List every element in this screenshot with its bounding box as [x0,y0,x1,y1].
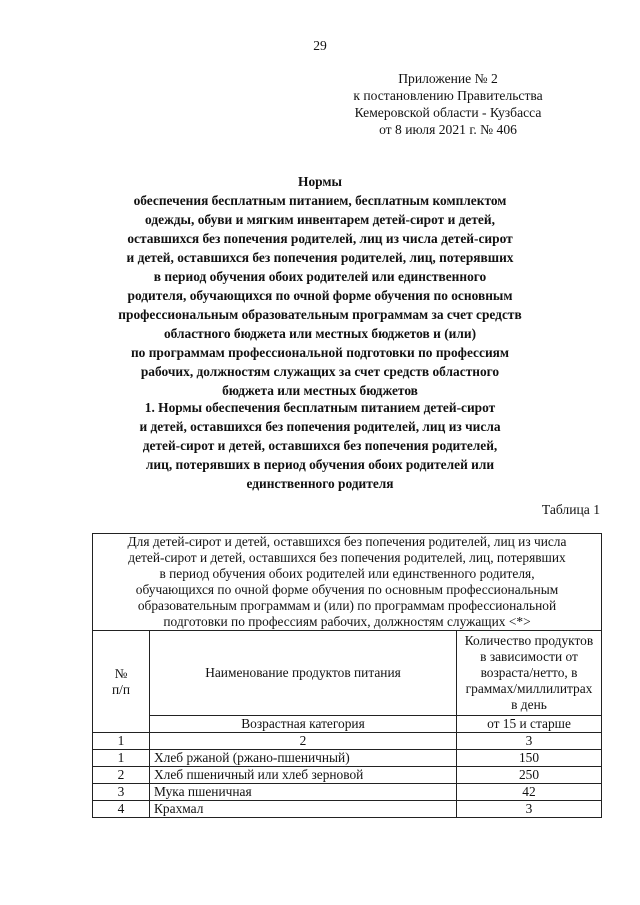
table-header-row [93,631,602,716]
title-line: оставшихся без попечения родителей, лиц из числа детей-сирот [127,231,513,246]
table-intro-row [93,534,602,631]
title-line: по программам профессиональной подготовки по профессиям [130,345,510,360]
column-number: 1 [93,733,150,750]
title-line: бюджета или местных бюджетов [222,383,418,398]
header-num-cell [93,631,150,733]
document-title [70,172,570,400]
header-qty-line: возраста/нетто, в [480,665,578,680]
section-line: и детей, оставшихся без попечения родителей, лиц из числа [139,419,501,434]
product-name: Хлеб ржаной (ржано-пшеничный) [150,750,457,767]
intro-line: образовательным программам и (или) по программам профессиональной [137,598,557,613]
intro-line: детей-сирот и детей, оставшихся без попечения родителей, лиц, потерявших [128,550,566,565]
header-num-line: п/п [111,681,131,697]
table-row [93,750,602,767]
row-number: 3 [93,784,150,801]
product-quantity: 3 [457,801,602,818]
header-qty-line: в день [511,697,547,712]
product-quantity: 250 [457,767,602,784]
title-line: в период обучения обоих родителей или единственного [153,269,487,284]
row-number: 4 [93,801,150,818]
age-category-value: от 15 и старше [457,716,602,733]
column-number: 2 [150,733,457,750]
section-line: 1. Нормы обеспечения бесплатным питанием детей-сирот [144,400,496,415]
appendix-line: Приложение № 2 [398,71,498,86]
header-qty-line: в зависимости от [480,649,578,664]
product-name: Крахмал [150,801,457,818]
table-row [93,767,602,784]
product-quantity: 150 [457,750,602,767]
product-name: Мука пшеничная [150,784,457,801]
header-qty-line: граммах/миллилитрах [465,681,593,696]
title-line: обеспечения бесплатным питанием, бесплатным комплектом [133,193,507,208]
appendix-line: к постановлению Правительства [353,88,543,103]
product-name: Хлеб пшеничный или хлеб зерновой [150,767,457,784]
table-label: Таблица 1 [541,502,600,517]
table-row [93,801,602,818]
age-category-row [93,716,602,733]
age-category-label: Возрастная категория [150,716,457,733]
column-number-row [93,733,602,750]
product-quantity: 42 [457,784,602,801]
title-line: одежды, обуви и мягким инвентарем детей-сирот и детей, [145,212,495,227]
intro-line: подготовки по профессиям рабочих, должностям служащих <*> [163,614,531,629]
appendix-line: от 8 июля 2021 г. № 406 [379,122,517,137]
column-number: 3 [457,733,602,750]
header-name-cell: Наименование продуктов питания [150,631,457,716]
title-line: профессиональным образовательным программам за счет средств [118,307,522,322]
title-line: и детей, оставшихся без попечения родителей, лиц, потерявших [126,250,514,265]
title-line: областного бюджета или местных бюджетов и (или) [163,326,477,341]
row-number: 1 [93,750,150,767]
section-line: единственного родителя [246,476,394,491]
page-number: 29 [313,38,327,53]
table-row [93,784,602,801]
section-title [90,398,550,493]
appendix-line: Кемеровской области - Кузбасса [354,105,542,120]
intro-line: Для детей-сирот и детей, оставшихся без попечения родителей, лиц из числа [127,534,567,549]
intro-line: в период обучения обоих родителей или единственного родителя, [159,566,535,581]
title-line: Нормы [298,174,342,189]
table-intro-cell [93,534,602,631]
appendix-header [308,70,588,138]
title-line: родителя, обучающихся по очной форме обучения по основным [127,288,513,303]
row-number: 2 [93,767,150,784]
section-line: детей-сирот и детей, оставшихся без попечения родителей, [142,438,498,453]
header-qty-line: Количество продуктов [464,633,594,648]
header-num-line: № [114,665,128,681]
nutrition-norms-table [92,533,602,818]
intro-line: обучающихся по очной форме обучения по основным профессиональным [135,582,559,597]
header-qty-cell [457,631,602,716]
title-line: рабочих, должностям служащих за счет средств областного [140,364,500,379]
section-line: лиц, потерявших в период обучения обоих родителей или [145,457,495,472]
